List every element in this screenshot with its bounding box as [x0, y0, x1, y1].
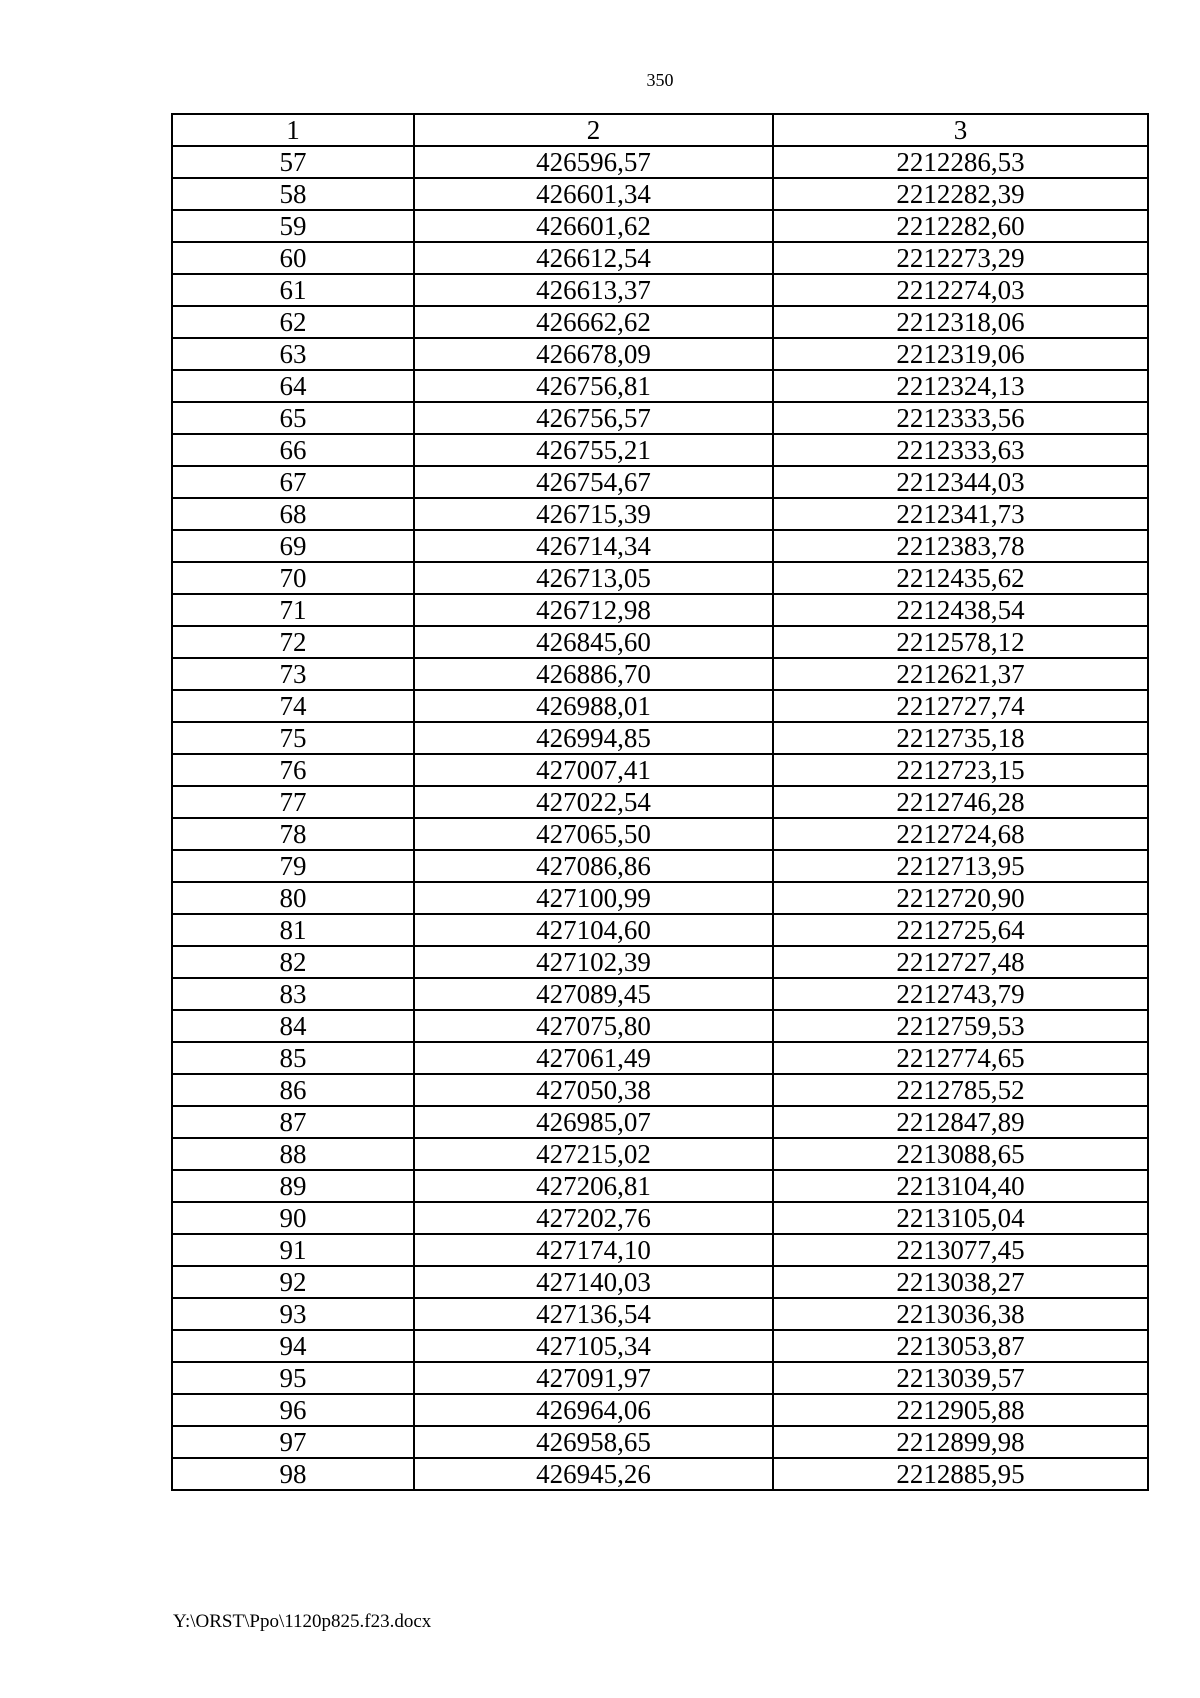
point-number-cell: 74	[172, 690, 414, 722]
x-coordinate-cell: 427102,39	[414, 946, 773, 978]
x-coordinate-cell: 427105,34	[414, 1330, 773, 1362]
point-number-cell: 79	[172, 850, 414, 882]
y-coordinate-cell: 2212743,79	[773, 978, 1148, 1010]
table-row	[172, 1426, 1148, 1458]
point-number-cell: 84	[172, 1010, 414, 1042]
table-row	[172, 818, 1148, 850]
table-row	[172, 978, 1148, 1010]
y-coordinate-cell: 2212885,95	[773, 1458, 1148, 1490]
y-coordinate-cell: 2212720,90	[773, 882, 1148, 914]
y-coordinate-cell: 2212774,65	[773, 1042, 1148, 1074]
point-number-cell: 81	[172, 914, 414, 946]
y-coordinate-cell: 2212333,56	[773, 402, 1148, 434]
y-coordinate-cell: 2213105,04	[773, 1202, 1148, 1234]
y-coordinate-cell: 2212274,03	[773, 274, 1148, 306]
x-coordinate-cell: 427091,97	[414, 1362, 773, 1394]
table-row	[172, 1458, 1148, 1490]
x-coordinate-cell: 426601,34	[414, 178, 773, 210]
y-coordinate-cell: 2213077,45	[773, 1234, 1148, 1266]
table-row	[172, 466, 1148, 498]
x-coordinate-cell: 426678,09	[414, 338, 773, 370]
table-row	[172, 306, 1148, 338]
point-number-cell: 77	[172, 786, 414, 818]
x-coordinate-cell: 427022,54	[414, 786, 773, 818]
table-row	[172, 1106, 1148, 1138]
x-coordinate-cell: 426994,85	[414, 722, 773, 754]
point-number-cell: 61	[172, 274, 414, 306]
table-row	[172, 946, 1148, 978]
table-row	[172, 1042, 1148, 1074]
x-coordinate-cell: 426945,26	[414, 1458, 773, 1490]
x-coordinate-cell: 427206,81	[414, 1170, 773, 1202]
table-row	[172, 1394, 1148, 1426]
y-coordinate-cell: 2212333,63	[773, 434, 1148, 466]
table-row	[172, 1202, 1148, 1234]
x-coordinate-cell: 426713,05	[414, 562, 773, 594]
x-coordinate-cell: 426715,39	[414, 498, 773, 530]
point-number-cell: 89	[172, 1170, 414, 1202]
x-coordinate-cell: 427174,10	[414, 1234, 773, 1266]
table-row	[172, 786, 1148, 818]
x-coordinate-cell: 427104,60	[414, 914, 773, 946]
y-coordinate-cell: 2212435,62	[773, 562, 1148, 594]
y-coordinate-cell: 2212341,73	[773, 498, 1148, 530]
page-number: 350	[646, 70, 674, 90]
y-coordinate-cell: 2213039,57	[773, 1362, 1148, 1394]
point-number-cell: 97	[172, 1426, 414, 1458]
x-coordinate-cell: 427050,38	[414, 1074, 773, 1106]
point-number-cell: 59	[172, 210, 414, 242]
y-coordinate-cell: 2212286,53	[773, 146, 1148, 178]
point-number-cell: 95	[172, 1362, 414, 1394]
table-row	[172, 498, 1148, 530]
x-coordinate-cell: 426886,70	[414, 658, 773, 690]
y-coordinate-cell: 2212273,29	[773, 242, 1148, 274]
x-coordinate-cell: 427061,49	[414, 1042, 773, 1074]
x-coordinate-cell: 427089,45	[414, 978, 773, 1010]
y-coordinate-cell: 2212727,48	[773, 946, 1148, 978]
point-number-cell: 64	[172, 370, 414, 402]
table-row	[172, 210, 1148, 242]
y-coordinate-cell: 2212735,18	[773, 722, 1148, 754]
table-row	[172, 530, 1148, 562]
x-coordinate-cell: 426662,62	[414, 306, 773, 338]
y-coordinate-cell: 2213038,27	[773, 1266, 1148, 1298]
table-row	[172, 722, 1148, 754]
table-row	[172, 1298, 1148, 1330]
point-number-cell: 94	[172, 1330, 414, 1362]
table-row	[172, 562, 1148, 594]
x-coordinate-cell: 426756,81	[414, 370, 773, 402]
table-row	[172, 882, 1148, 914]
x-coordinate-cell: 427215,02	[414, 1138, 773, 1170]
point-number-cell: 98	[172, 1458, 414, 1490]
y-coordinate-cell: 2212746,28	[773, 786, 1148, 818]
x-coordinate-cell: 426964,06	[414, 1394, 773, 1426]
table-row	[172, 1074, 1148, 1106]
point-number-cell: 78	[172, 818, 414, 850]
y-coordinate-cell: 2212324,13	[773, 370, 1148, 402]
table-row	[172, 690, 1148, 722]
y-coordinate-cell: 2212785,52	[773, 1074, 1148, 1106]
point-number-cell: 70	[172, 562, 414, 594]
table-row	[172, 1362, 1148, 1394]
y-coordinate-cell: 2212727,74	[773, 690, 1148, 722]
y-coordinate-cell: 2212282,39	[773, 178, 1148, 210]
point-number-cell: 85	[172, 1042, 414, 1074]
table-row	[172, 1330, 1148, 1362]
table-row	[172, 1010, 1148, 1042]
table-row	[172, 658, 1148, 690]
point-number-cell: 72	[172, 626, 414, 658]
x-coordinate-cell: 426756,57	[414, 402, 773, 434]
point-number-cell: 65	[172, 402, 414, 434]
table-row	[172, 1266, 1148, 1298]
table-row	[172, 754, 1148, 786]
point-number-cell: 91	[172, 1234, 414, 1266]
footer-file-path: Y:\ORST\Ppo\1120p825.f23.docx	[173, 1611, 432, 1632]
table-row	[172, 1138, 1148, 1170]
point-number-cell: 75	[172, 722, 414, 754]
x-coordinate-cell: 427075,80	[414, 1010, 773, 1042]
x-coordinate-cell: 427136,54	[414, 1298, 773, 1330]
table-row	[172, 242, 1148, 274]
x-coordinate-cell: 426754,67	[414, 466, 773, 498]
point-number-cell: 67	[172, 466, 414, 498]
y-coordinate-cell: 2213053,87	[773, 1330, 1148, 1362]
table-body	[172, 114, 1148, 1490]
point-number-cell: 76	[172, 754, 414, 786]
point-number-cell: 90	[172, 1202, 414, 1234]
table-row	[172, 914, 1148, 946]
point-number-cell: 71	[172, 594, 414, 626]
point-number-cell: 60	[172, 242, 414, 274]
point-number-cell: 73	[172, 658, 414, 690]
point-number-cell: 63	[172, 338, 414, 370]
y-coordinate-cell: 2212438,54	[773, 594, 1148, 626]
x-coordinate-cell: 427065,50	[414, 818, 773, 850]
table-row	[172, 146, 1148, 178]
table-row	[172, 274, 1148, 306]
point-number-cell: 69	[172, 530, 414, 562]
y-coordinate-cell: 2212713,95	[773, 850, 1148, 882]
x-coordinate-cell: 427202,76	[414, 1202, 773, 1234]
y-coordinate-cell: 2212899,98	[773, 1426, 1148, 1458]
x-coordinate-cell: 426596,57	[414, 146, 773, 178]
point-number-cell: 82	[172, 946, 414, 978]
y-coordinate-cell: 2212905,88	[773, 1394, 1148, 1426]
y-coordinate-cell: 2212621,37	[773, 658, 1148, 690]
table-row	[172, 626, 1148, 658]
y-coordinate-cell: 2213088,65	[773, 1138, 1148, 1170]
table-row	[172, 178, 1148, 210]
x-coordinate-cell: 426601,62	[414, 210, 773, 242]
y-coordinate-cell: 2212723,15	[773, 754, 1148, 786]
x-coordinate-cell: 427007,41	[414, 754, 773, 786]
column-header: 2	[414, 114, 773, 146]
point-number-cell: 66	[172, 434, 414, 466]
x-coordinate-cell: 426958,65	[414, 1426, 773, 1458]
y-coordinate-cell: 2212282,60	[773, 210, 1148, 242]
table-row	[172, 1234, 1148, 1266]
coordinates-table	[171, 113, 1149, 1491]
x-coordinate-cell: 427140,03	[414, 1266, 773, 1298]
x-coordinate-cell: 426712,98	[414, 594, 773, 626]
x-coordinate-cell: 426612,54	[414, 242, 773, 274]
table-row	[172, 1170, 1148, 1202]
x-coordinate-cell: 426755,21	[414, 434, 773, 466]
point-number-cell: 93	[172, 1298, 414, 1330]
x-coordinate-cell: 427086,86	[414, 850, 773, 882]
point-number-cell: 58	[172, 178, 414, 210]
y-coordinate-cell: 2212725,64	[773, 914, 1148, 946]
point-number-cell: 92	[172, 1266, 414, 1298]
y-coordinate-cell: 2212319,06	[773, 338, 1148, 370]
table-row	[172, 594, 1148, 626]
y-coordinate-cell: 2212724,68	[773, 818, 1148, 850]
x-coordinate-cell: 426988,01	[414, 690, 773, 722]
y-coordinate-cell: 2212759,53	[773, 1010, 1148, 1042]
table-row	[172, 402, 1148, 434]
y-coordinate-cell: 2212847,89	[773, 1106, 1148, 1138]
x-coordinate-cell: 426985,07	[414, 1106, 773, 1138]
y-coordinate-cell: 2213036,38	[773, 1298, 1148, 1330]
point-number-cell: 80	[172, 882, 414, 914]
y-coordinate-cell: 2212383,78	[773, 530, 1148, 562]
point-number-cell: 86	[172, 1074, 414, 1106]
x-coordinate-cell: 426613,37	[414, 274, 773, 306]
point-number-cell: 68	[172, 498, 414, 530]
point-number-cell: 83	[172, 978, 414, 1010]
table-row	[172, 370, 1148, 402]
x-coordinate-cell: 426845,60	[414, 626, 773, 658]
point-number-cell: 57	[172, 146, 414, 178]
y-coordinate-cell: 2212344,03	[773, 466, 1148, 498]
point-number-cell: 96	[172, 1394, 414, 1426]
column-header: 3	[773, 114, 1148, 146]
column-header: 1	[172, 114, 414, 146]
table-row	[172, 434, 1148, 466]
table-row	[172, 338, 1148, 370]
point-number-cell: 88	[172, 1138, 414, 1170]
point-number-cell: 62	[172, 306, 414, 338]
y-coordinate-cell: 2213104,40	[773, 1170, 1148, 1202]
x-coordinate-cell: 427100,99	[414, 882, 773, 914]
y-coordinate-cell: 2212578,12	[773, 626, 1148, 658]
point-number-cell: 87	[172, 1106, 414, 1138]
table-header-row	[172, 114, 1148, 146]
y-coordinate-cell: 2212318,06	[773, 306, 1148, 338]
x-coordinate-cell: 426714,34	[414, 530, 773, 562]
table-row	[172, 850, 1148, 882]
